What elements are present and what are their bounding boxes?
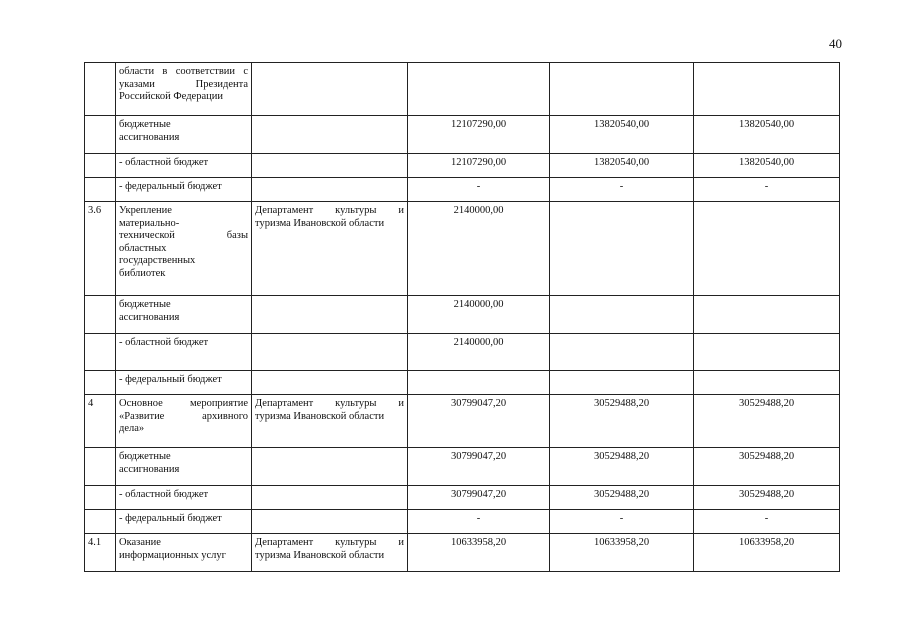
row-number-cell — [85, 116, 116, 154]
amount-year-2-cell: 10633958,20 — [550, 534, 694, 572]
activity-name-cell — [116, 448, 252, 486]
row-number-cell: 4.1 — [85, 534, 116, 572]
row-number-cell — [85, 448, 116, 486]
amount-year-3-cell — [694, 371, 840, 395]
activity-name-line: указами Президента — [119, 78, 248, 90]
table-row — [85, 116, 840, 154]
amount-year-2-cell — [550, 63, 694, 116]
amount-year-1-cell: - — [408, 510, 550, 534]
executor-line: туризма Ивановской области — [255, 410, 385, 422]
amount-year-3-cell: 10633958,20 — [694, 534, 840, 572]
budget-table-body — [85, 63, 840, 572]
activity-name-line: - федеральный бюджет — [119, 374, 222, 385]
activity-name-cell — [116, 334, 252, 371]
amount-year-1-cell: 2140000,00 — [408, 334, 550, 371]
amount-year-3-cell — [694, 63, 840, 116]
activity-name-line: бюджетные — [119, 119, 171, 130]
amount-year-1-cell: 2140000,00 — [408, 296, 550, 334]
table-row — [85, 63, 840, 116]
table-row — [85, 486, 840, 510]
amount-year-2-cell — [550, 371, 694, 395]
executor-cell — [252, 510, 408, 534]
amount-year-2-cell — [550, 334, 694, 371]
executor-line: туризма Ивановской области — [255, 549, 385, 561]
activity-name-line: области в соответствии с — [119, 66, 248, 77]
row-number-cell — [85, 178, 116, 202]
executor-line: Департамент культуры и — [255, 205, 404, 216]
table-row — [85, 395, 840, 448]
executor-cell — [252, 486, 408, 510]
row-number-cell: 4 — [85, 395, 116, 448]
amount-year-2-cell: 13820540,00 — [550, 154, 694, 178]
amount-year-3-cell — [694, 202, 840, 296]
activity-name-line: - областной бюджет — [119, 337, 209, 348]
page-number: 40 — [829, 36, 842, 51]
amount-year-1-cell — [408, 371, 550, 395]
activity-name-cell — [116, 510, 252, 534]
activity-name-cell — [116, 296, 252, 334]
activity-name-line: Российской Федерации — [119, 91, 223, 102]
amount-year-2-cell — [550, 296, 694, 334]
executor-cell — [252, 334, 408, 371]
activity-name-line: бюджетные — [119, 451, 171, 462]
executor-cell — [252, 202, 408, 296]
amount-year-2-cell — [550, 202, 694, 296]
table-row — [85, 154, 840, 178]
amount-year-3-cell — [694, 334, 840, 371]
table-row — [85, 534, 840, 572]
activity-name-line: дела» — [119, 423, 145, 434]
amount-year-1-cell: 10633958,20 — [408, 534, 550, 572]
activity-name-cell — [116, 371, 252, 395]
executor-cell — [252, 116, 408, 154]
row-number-cell — [85, 510, 116, 534]
table-row — [85, 448, 840, 486]
amount-year-1-cell: 30799047,20 — [408, 486, 550, 510]
amount-year-3-cell: 13820540,00 — [694, 154, 840, 178]
activity-name-cell — [116, 116, 252, 154]
table-row — [85, 334, 840, 371]
amount-year-1-cell: 2140000,00 — [408, 202, 550, 296]
table-row — [85, 510, 840, 534]
table-row — [85, 178, 840, 202]
activity-name-cell — [116, 486, 252, 510]
amount-year-1-cell: - — [408, 178, 550, 202]
activity-name-cell — [116, 178, 252, 202]
executor-line: Департамент культуры и — [255, 537, 404, 548]
row-number-cell: 3.6 — [85, 202, 116, 296]
activity-name-cell — [116, 395, 252, 448]
activity-name-line: ассигнования — [119, 463, 180, 475]
amount-year-2-cell: 30529488,20 — [550, 486, 694, 510]
table-row — [85, 371, 840, 395]
row-number-cell — [85, 486, 116, 510]
executor-cell — [252, 395, 408, 448]
amount-year-3-cell: - — [694, 510, 840, 534]
row-number-cell — [85, 154, 116, 178]
amount-year-3-cell: 30529488,20 — [694, 395, 840, 448]
amount-year-3-cell: 13820540,00 — [694, 116, 840, 154]
amount-year-2-cell: - — [550, 510, 694, 534]
activity-name-line: Основное мероприятие — [119, 398, 248, 409]
activity-name-cell — [116, 202, 252, 296]
amount-year-3-cell: 30529488,20 — [694, 486, 840, 510]
activity-name-line: библиотек — [119, 267, 166, 279]
activity-name-line: ассигнования — [119, 131, 180, 143]
activity-name-line: «Развитие архивного — [119, 410, 248, 422]
activity-name-line: технической базы — [119, 230, 248, 241]
amount-year-3-cell: - — [694, 178, 840, 202]
executor-cell — [252, 448, 408, 486]
row-number-cell — [85, 371, 116, 395]
activity-name-line: Укрепление — [119, 205, 172, 216]
executor-cell — [252, 63, 408, 116]
activity-name-line: ассигнования — [119, 311, 180, 323]
activity-name-line: - федеральный бюджет — [119, 181, 222, 192]
executor-cell — [252, 154, 408, 178]
row-number-cell — [85, 296, 116, 334]
amount-year-1-cell: 30799047,20 — [408, 448, 550, 486]
activity-name-line: областных — [119, 242, 167, 254]
table-row — [85, 296, 840, 334]
activity-name-line: материально- — [119, 217, 180, 229]
activity-name-line: информационных услуг — [119, 549, 226, 561]
executor-cell — [252, 296, 408, 334]
executor-line: туризма Ивановской области — [255, 217, 385, 229]
amount-year-1-cell: 12107290,00 — [408, 154, 550, 178]
executor-cell — [252, 534, 408, 572]
amount-year-3-cell — [694, 296, 840, 334]
activity-name-line: - областной бюджет — [119, 157, 209, 168]
activity-name-line: Оказание — [119, 537, 161, 548]
budget-table — [84, 62, 840, 572]
row-number-cell — [85, 334, 116, 371]
activity-name-cell — [116, 534, 252, 572]
amount-year-3-cell: 30529488,20 — [694, 448, 840, 486]
activity-name-cell — [116, 63, 252, 116]
row-number-cell — [85, 63, 116, 116]
activity-name-cell — [116, 154, 252, 178]
table-row — [85, 202, 840, 296]
activity-name-line: бюджетные — [119, 299, 171, 310]
amount-year-1-cell — [408, 63, 550, 116]
activity-name-line: - федеральный бюджет — [119, 513, 222, 524]
amount-year-2-cell: 13820540,00 — [550, 116, 694, 154]
amount-year-1-cell: 12107290,00 — [408, 116, 550, 154]
amount-year-2-cell: 30529488,20 — [550, 395, 694, 448]
amount-year-2-cell: 30529488,20 — [550, 448, 694, 486]
activity-name-line: государственных — [119, 255, 196, 266]
executor-cell — [252, 178, 408, 202]
activity-name-line: - областной бюджет — [119, 489, 209, 500]
amount-year-2-cell: - — [550, 178, 694, 202]
executor-line: Департамент культуры и — [255, 398, 404, 409]
amount-year-1-cell: 30799047,20 — [408, 395, 550, 448]
executor-cell — [252, 371, 408, 395]
